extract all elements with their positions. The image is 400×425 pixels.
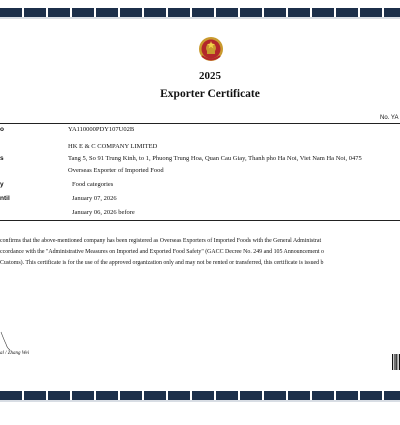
certification-statement (0, 236, 400, 269)
field-label-address: s (0, 155, 4, 162)
certificate-year: 2025 (199, 70, 221, 82)
field-value-address: Tang 5, So 91 Trung Kinh, to 1, Phuong Trung Hoa, Quan Cau Giay, Thanh pho Ha Noi, Viet Nam Ha Noi, 0475 (68, 155, 362, 162)
statement-line: confirms that the above-mentioned company has been registered as Overseas Exporters of Imported Foods with the General Administrat (0, 238, 322, 244)
field-label-category: y (0, 181, 4, 188)
barcode-icon (392, 354, 400, 370)
field-label-valid-until: ntil (0, 195, 10, 202)
bottom-decorative-band (0, 391, 400, 400)
field-value-valid-until: January 07, 2026 (72, 195, 117, 202)
signature-mark (0, 330, 12, 352)
certificate-number-label: No. YA (380, 115, 399, 121)
field-label-registration: o (0, 126, 4, 133)
field-value-exporter-type: Overseas Exporter of Imported Food (68, 167, 164, 174)
field-value-food-categories: Food categories (72, 181, 114, 188)
statement-line: ccordance with the "Administrative Measures on Imported and Exported Food Safety" (GACC Decree No. 249 and 105 Announcement o (0, 249, 324, 255)
field-value-renewal-date: January 06, 2026 before (72, 209, 135, 216)
national-emblem-icon (198, 36, 224, 62)
statement-line: Customs). This certificate is for the use of the approved organization only and may not be rented or transferred, this certificate is issued b (0, 260, 324, 266)
divider-top (0, 123, 400, 124)
signer-name: al / Zhang Wei (0, 351, 30, 356)
divider-bottom (0, 220, 400, 221)
top-band-shadow (0, 17, 400, 19)
top-decorative-band (0, 8, 400, 17)
bottom-band-shadow (0, 400, 400, 402)
certificate-title: Exporter Certificate (160, 88, 260, 100)
field-value-registration-number: YA110000PDY107U02B (68, 126, 135, 133)
field-value-company-name: HK E & C COMPANY LIMITED (68, 143, 158, 150)
